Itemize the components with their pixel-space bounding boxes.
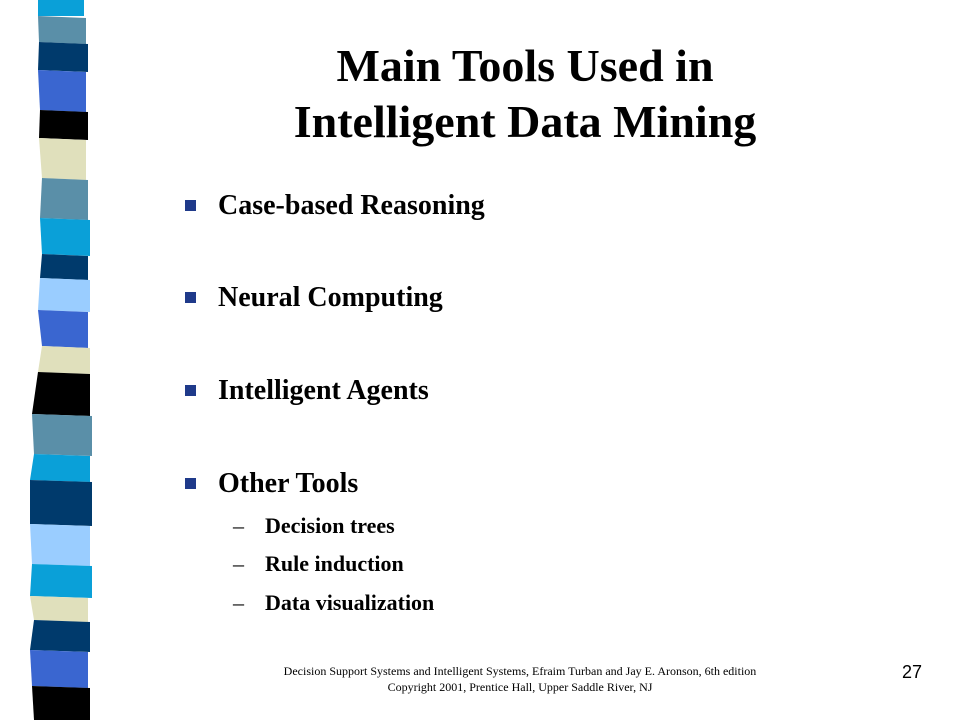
decorative-stripe xyxy=(0,0,110,720)
bullet-label: Case-based Reasoning xyxy=(218,190,485,221)
dash-marker: – xyxy=(233,551,244,576)
sub-bullet-rule-induction xyxy=(233,551,404,577)
slide-title xyxy=(120,38,930,150)
title-line-2: Intelligent Data Mining xyxy=(293,96,757,147)
title-line-1: Main Tools Used in xyxy=(336,40,714,91)
bullet-label: Other Tools xyxy=(218,468,359,499)
dash-marker: – xyxy=(233,513,244,538)
bullet-square-icon xyxy=(185,200,196,211)
bullet-square-icon xyxy=(185,478,196,489)
sub-bullet-decision-trees xyxy=(233,513,395,539)
sub-bullet-label: Rule induction xyxy=(265,551,404,576)
bullet-square-icon xyxy=(185,292,196,303)
footer-citation: Decision Support Systems and Intelligent Systems, Efraim Turban and Jay E. Aronson, 6th edition xyxy=(283,664,757,678)
bullet-square-icon xyxy=(185,385,196,396)
sub-bullet-label: Decision trees xyxy=(265,513,395,538)
bullet-case-based-reasoning xyxy=(185,190,485,222)
bullet-intelligent-agents xyxy=(185,375,429,407)
dash-marker: – xyxy=(233,590,244,615)
bullet-label: Intelligent Agents xyxy=(218,375,429,406)
sub-bullet-label: Data visualization xyxy=(265,590,435,615)
bullet-label: Neural Computing xyxy=(218,282,443,313)
sub-bullet-data-visualization xyxy=(233,590,434,616)
bullet-neural-computing xyxy=(185,282,443,314)
bullet-other-tools xyxy=(185,468,358,500)
footer-copyright: Copyright 2001, Prentice Hall, Upper Saddle River, NJ xyxy=(387,680,653,694)
page-number: 27 xyxy=(901,662,922,682)
slide-footer xyxy=(200,663,840,695)
